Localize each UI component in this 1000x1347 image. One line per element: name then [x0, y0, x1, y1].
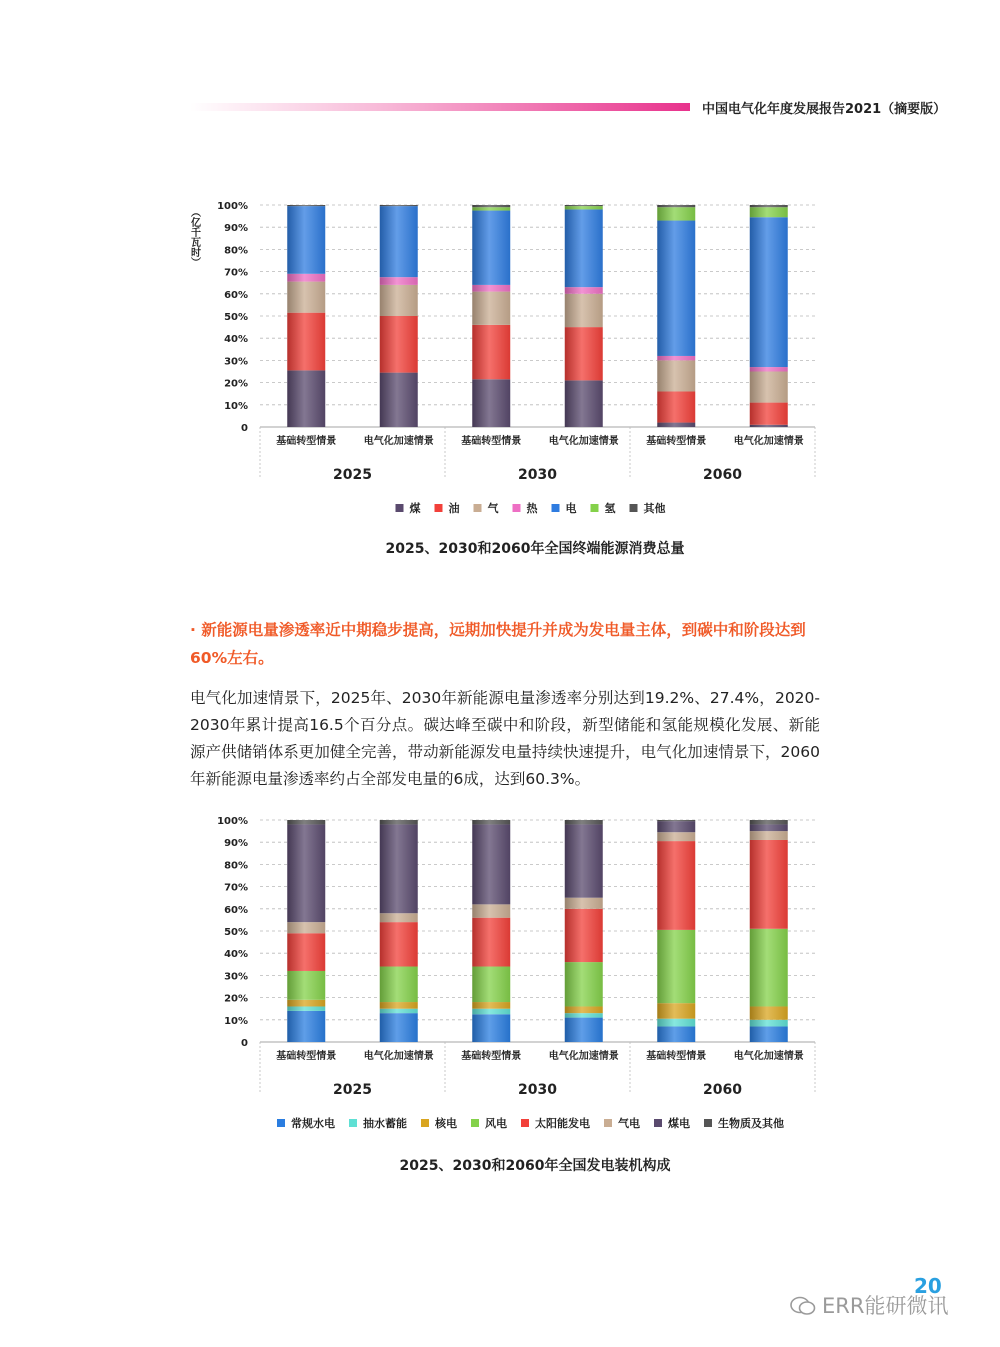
bar-segment [657, 832, 695, 841]
bar-segment [287, 971, 325, 1000]
body-paragraph: 电气化加速情景下，2025年、2030年新能源电量渗透率分别达到19.2%、27.4%，2020-2030年累计提高16.5个百分点。碳达峰至碳中和阶段，新型储能和氢能规模化发展、新能源产供储销体系更加健全完善，带动新能源发电量持续快速提升，电气化加速情景下，2060年新能源电量渗透率约占全部发电量的6成，达到60.3%。 [190, 689, 820, 788]
bar-segment [287, 820, 325, 824]
bar-segment [380, 913, 418, 922]
x-category-label: 电气化加速情景 [363, 436, 434, 447]
y-tick-label: 40% [224, 334, 248, 346]
bar-segment [657, 1026, 695, 1042]
y-tick-label: 60% [224, 904, 248, 916]
bar-segment [657, 820, 695, 821]
bar-segment [287, 205, 325, 206]
x-category-label: 电气化加速情景 [548, 1051, 619, 1062]
bar-segment [657, 423, 695, 427]
legend-swatch [471, 1119, 479, 1127]
generation-capacity-chart [180, 805, 840, 1145]
y-tick-label: 100% [217, 201, 248, 212]
legend-swatch [654, 1119, 662, 1127]
bar-segment [657, 221, 695, 356]
bar-segment [750, 403, 788, 425]
legend-label: 风电 [485, 1117, 507, 1130]
legend-swatch [513, 504, 521, 512]
x-category-label: 基础转型情景 [461, 1051, 522, 1062]
bar-segment [287, 313, 325, 371]
bar-segment [380, 820, 418, 824]
y-tick-label: 20% [224, 993, 248, 1005]
x-group-label: 2060 [703, 1082, 742, 1098]
y-tick-label: 90% [224, 838, 248, 850]
bar-segment [565, 962, 603, 1006]
y-tick-label: 20% [224, 378, 248, 390]
bar-segment [287, 824, 325, 922]
bar-segment [750, 831, 788, 840]
legend-swatch [349, 1119, 357, 1127]
bar-segment [287, 1006, 325, 1010]
report-title: 中国电气化年度发展报告2021（摘要版） [702, 102, 947, 117]
legend-swatch [277, 1119, 285, 1127]
x-category-label: 电气化加速情景 [548, 436, 619, 447]
bar-segment [472, 824, 510, 904]
bar-segment [750, 367, 788, 371]
x-group-label: 2060 [703, 467, 742, 483]
legend-label: 其他 [643, 502, 666, 515]
bar-segment [657, 391, 695, 422]
bar-segment [287, 933, 325, 971]
bar-segment [380, 373, 418, 427]
bar-segment [750, 929, 788, 1007]
legend-label: 太阳能发电 [535, 1117, 590, 1130]
chart1-caption: 2025、2030和2060年全国终端能源消费总量 [385, 541, 685, 557]
bar-segment [565, 820, 603, 824]
bar-segment [750, 1006, 788, 1019]
y-tick-label: 30% [224, 356, 248, 368]
bar-segment [380, 1002, 418, 1009]
chart2-caption: 2025、2030和2060年全国发电装机构成 [399, 1158, 671, 1174]
bar-segment [472, 904, 510, 917]
x-category-label: 电气化加速情景 [733, 436, 804, 447]
bar-segment [657, 356, 695, 360]
bar-segment [657, 1003, 695, 1019]
wechat-icon [790, 1296, 816, 1316]
bar-segment [565, 1006, 603, 1013]
bar-segment [472, 1014, 510, 1042]
page-number: 20 [914, 1274, 942, 1298]
header-gradient-bar [190, 103, 690, 111]
legend-swatch [552, 504, 560, 512]
bar-segment [750, 207, 788, 217]
y-tick-label: 50% [224, 312, 248, 323]
bar-segment [380, 1013, 418, 1042]
legend-label: 油 [448, 502, 460, 515]
bar-segment [750, 372, 788, 403]
bar-segment [287, 206, 325, 274]
y-tick-label: 90% [224, 223, 248, 235]
bar-segment [565, 909, 603, 962]
legend-swatch [421, 1119, 429, 1127]
bar-segment [750, 840, 788, 929]
y-tick-label: 10% [224, 400, 248, 412]
legend-label: 煤 [409, 502, 421, 515]
bar-segment [750, 824, 788, 831]
y-tick-label: 30% [224, 971, 248, 983]
bar-segment [472, 325, 510, 379]
bar-segment [750, 1020, 788, 1027]
bar-segment [657, 930, 695, 1003]
bar-segment [565, 1018, 603, 1042]
y-tick-label: 70% [224, 267, 248, 279]
bar-segment [472, 918, 510, 967]
x-group-label: 2025 [333, 1082, 372, 1098]
bar-segment [472, 1009, 510, 1015]
x-category-label: 基础转型情景 [646, 436, 707, 447]
legend-label: 气电 [618, 1117, 640, 1130]
x-category-label: 电气化加速情景 [733, 1051, 804, 1062]
legend-swatch [474, 504, 482, 512]
y-tick-label: 80% [224, 860, 248, 872]
bar-segment [380, 824, 418, 913]
legend-swatch [591, 504, 599, 512]
bar-segment [657, 821, 695, 832]
bar-segment [657, 207, 695, 220]
bar-segment [380, 285, 418, 316]
watermark [790, 1290, 948, 1320]
bar-segment [750, 1026, 788, 1042]
bar-segment [380, 206, 418, 277]
legend-label: 煤电 [668, 1117, 690, 1130]
bar-segment [380, 967, 418, 1003]
bar-segment [380, 277, 418, 285]
y-tick-label: 100% [217, 816, 248, 827]
bar-segment [472, 207, 510, 210]
bar-segment [287, 1011, 325, 1042]
bar-segment [380, 922, 418, 966]
x-group-label: 2030 [518, 1082, 557, 1098]
bar-segment [565, 206, 603, 209]
y-tick-label: 60% [224, 289, 248, 301]
bar-segment [287, 274, 325, 282]
y-tick-label: 80% [224, 245, 248, 257]
legend-label: 电 [565, 502, 577, 515]
legend-label: 抽水蓄能 [363, 1117, 407, 1130]
legend-label: 热 [526, 502, 538, 515]
bar-segment [287, 370, 325, 427]
legend-swatch [630, 504, 638, 512]
legend-label: 常规水电 [291, 1117, 335, 1130]
bar-segment [472, 820, 510, 824]
legend-label: 生物质及其他 [718, 1117, 784, 1130]
y-tick-label: 0 [241, 1038, 248, 1049]
bar-segment [657, 360, 695, 391]
bar-segment [565, 294, 603, 327]
x-group-label: 2030 [518, 467, 557, 483]
bar-segment [750, 217, 788, 367]
y-tick-label: 10% [224, 1015, 248, 1027]
bar-segment [565, 287, 603, 294]
legend-swatch [396, 504, 404, 512]
bar-segment [380, 205, 418, 206]
bar-segment [750, 205, 788, 207]
y-tick-label: 70% [224, 882, 248, 894]
y-tick-label: 40% [224, 949, 248, 961]
bar-segment [565, 327, 603, 380]
bar-segment [472, 285, 510, 292]
bar-segment [472, 211, 510, 285]
watermark-text: ERR能研微讯 [822, 1294, 949, 1318]
bar-segment [657, 205, 695, 207]
x-category-label: 基础转型情景 [276, 436, 337, 447]
bar-segment [565, 380, 603, 427]
legend-label: 氢 [604, 502, 616, 515]
legend-swatch [604, 1119, 612, 1127]
highlight-statement: · 新能源电量渗透率近中期稳步提高，远期加快提升并成为发电量主体，到碳中和阶段达到60%左右。 [190, 621, 806, 667]
bar-segment [472, 205, 510, 207]
bar-segment [750, 425, 788, 427]
x-category-label: 基础转型情景 [276, 1051, 337, 1062]
legend-label: 气 [487, 502, 499, 515]
bar-segment [472, 1002, 510, 1009]
x-group-label: 2025 [333, 467, 372, 483]
bar-segment [750, 820, 788, 824]
bar-segment [565, 1013, 603, 1017]
bar-segment [565, 824, 603, 897]
bar-segment [472, 292, 510, 325]
legend-label: 核电 [435, 1117, 457, 1130]
bar-segment [565, 209, 603, 287]
y-axis-label: （亿千瓦时） [188, 207, 200, 267]
bar-segment [287, 922, 325, 933]
bar-segment [380, 1009, 418, 1013]
bar-segment [472, 967, 510, 1003]
x-category-label: 电气化加速情景 [363, 1051, 434, 1062]
x-category-label: 基础转型情景 [461, 436, 522, 447]
bar-segment [657, 1019, 695, 1027]
bar-segment [287, 1000, 325, 1007]
bar-segment [565, 898, 603, 909]
bar-segment [287, 282, 325, 313]
bar-segment [380, 316, 418, 373]
legend-swatch [521, 1119, 529, 1127]
x-category-label: 基础转型情景 [646, 1051, 707, 1062]
bar-segment [472, 379, 510, 427]
legend-swatch [704, 1119, 712, 1127]
bar-segment [657, 841, 695, 930]
y-tick-label: 50% [224, 927, 248, 938]
legend-swatch [435, 504, 443, 512]
bar-segment [565, 205, 603, 206]
energy-consumption-chart [180, 190, 840, 530]
y-tick-label: 0 [241, 423, 248, 434]
